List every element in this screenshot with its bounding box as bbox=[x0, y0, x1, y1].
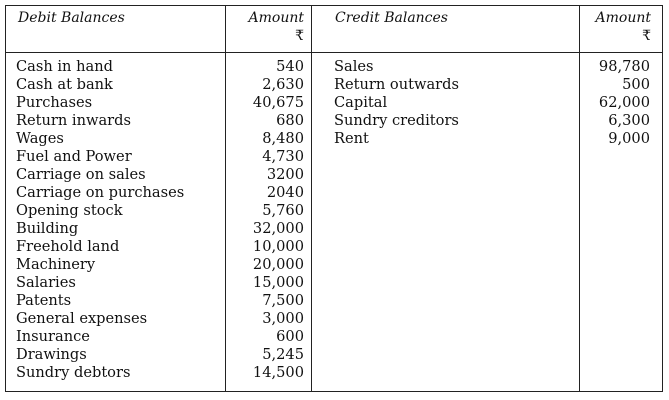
debit-item-name: General expenses bbox=[16, 310, 148, 327]
debit-item-name: Purchases bbox=[16, 94, 93, 111]
credit-item-amount: 500 bbox=[622, 76, 650, 93]
credit-item-name: Rent bbox=[334, 130, 369, 147]
debit-item-name: Salaries bbox=[16, 274, 76, 291]
debit-item-amount: 14,500 bbox=[252, 364, 304, 381]
debit-balances-header: Debit Balances bbox=[18, 10, 125, 26]
debit-item-name: Machinery bbox=[16, 256, 96, 273]
column-divider bbox=[225, 6, 226, 391]
credit-items-column bbox=[334, 58, 574, 148]
debit-item-amount: 4,730 bbox=[262, 148, 304, 165]
credit-amount-header: Amount bbox=[595, 10, 651, 26]
debit-item-name: Drawings bbox=[16, 346, 87, 363]
debit-item-name: Opening stock bbox=[16, 202, 123, 219]
debit-item-amount: 7,500 bbox=[262, 292, 304, 309]
debit-amounts-column bbox=[228, 58, 304, 382]
debit-item-name: Sundry debtors bbox=[16, 364, 131, 381]
debit-item-name: Carriage on purchases bbox=[16, 184, 185, 201]
debit-item-name: Carriage on sales bbox=[16, 166, 146, 183]
debit-item-amount: 15,000 bbox=[252, 274, 304, 291]
debit-item-name: Return inwards bbox=[16, 112, 131, 129]
credit-item-amount: 6,300 bbox=[608, 112, 650, 129]
debit-item-name: Insurance bbox=[16, 328, 90, 345]
debit-item-amount: 2040 bbox=[266, 184, 304, 201]
credit-item-amount: 98,780 bbox=[598, 58, 650, 75]
header-divider bbox=[6, 52, 662, 53]
column-divider bbox=[579, 6, 580, 391]
credit-item-name: Return outwards bbox=[334, 76, 459, 93]
debit-item-amount: 3,000 bbox=[262, 310, 304, 327]
debit-item-amount: 5,760 bbox=[262, 202, 304, 219]
debit-item-amount: 10,000 bbox=[252, 238, 304, 255]
debit-item-name: Fuel and Power bbox=[16, 148, 132, 165]
debit-item-amount: 2,630 bbox=[262, 76, 304, 93]
credit-amounts-column bbox=[582, 58, 650, 148]
debit-item-name: Patents bbox=[16, 292, 72, 309]
credit-item-name: Capital bbox=[334, 94, 388, 111]
trial-balance-table bbox=[5, 5, 663, 392]
credit-item-amount: 9,000 bbox=[608, 130, 650, 147]
credit-item-name: Sales bbox=[334, 58, 374, 75]
debit-item-amount: 5,245 bbox=[262, 346, 304, 363]
credit-currency-symbol: ₹ bbox=[642, 28, 651, 44]
debit-item-name: Cash in hand bbox=[16, 58, 113, 75]
debit-amount-header: Amount bbox=[248, 10, 304, 26]
debit-item-amount: 540 bbox=[276, 58, 304, 75]
column-divider bbox=[311, 6, 312, 391]
debit-item-name: Building bbox=[16, 220, 79, 237]
debit-item-name: Cash at bank bbox=[16, 76, 113, 93]
credit-balances-header: Credit Balances bbox=[335, 10, 448, 26]
debit-item-amount: 20,000 bbox=[252, 256, 304, 273]
debit-item-name: Wages bbox=[16, 130, 64, 147]
credit-item-name: Sundry creditors bbox=[334, 112, 459, 129]
debit-items-column bbox=[16, 58, 221, 382]
credit-item-amount: 62,000 bbox=[598, 94, 650, 111]
debit-currency-symbol: ₹ bbox=[295, 28, 304, 44]
debit-item-amount: 32,000 bbox=[252, 220, 304, 237]
debit-item-amount: 8,480 bbox=[262, 130, 304, 147]
debit-item-amount: 600 bbox=[276, 328, 304, 345]
debit-item-name: Freehold land bbox=[16, 238, 120, 255]
debit-item-amount: 3200 bbox=[266, 166, 304, 183]
debit-item-amount: 40,675 bbox=[252, 94, 304, 111]
debit-item-amount: 680 bbox=[276, 112, 304, 129]
